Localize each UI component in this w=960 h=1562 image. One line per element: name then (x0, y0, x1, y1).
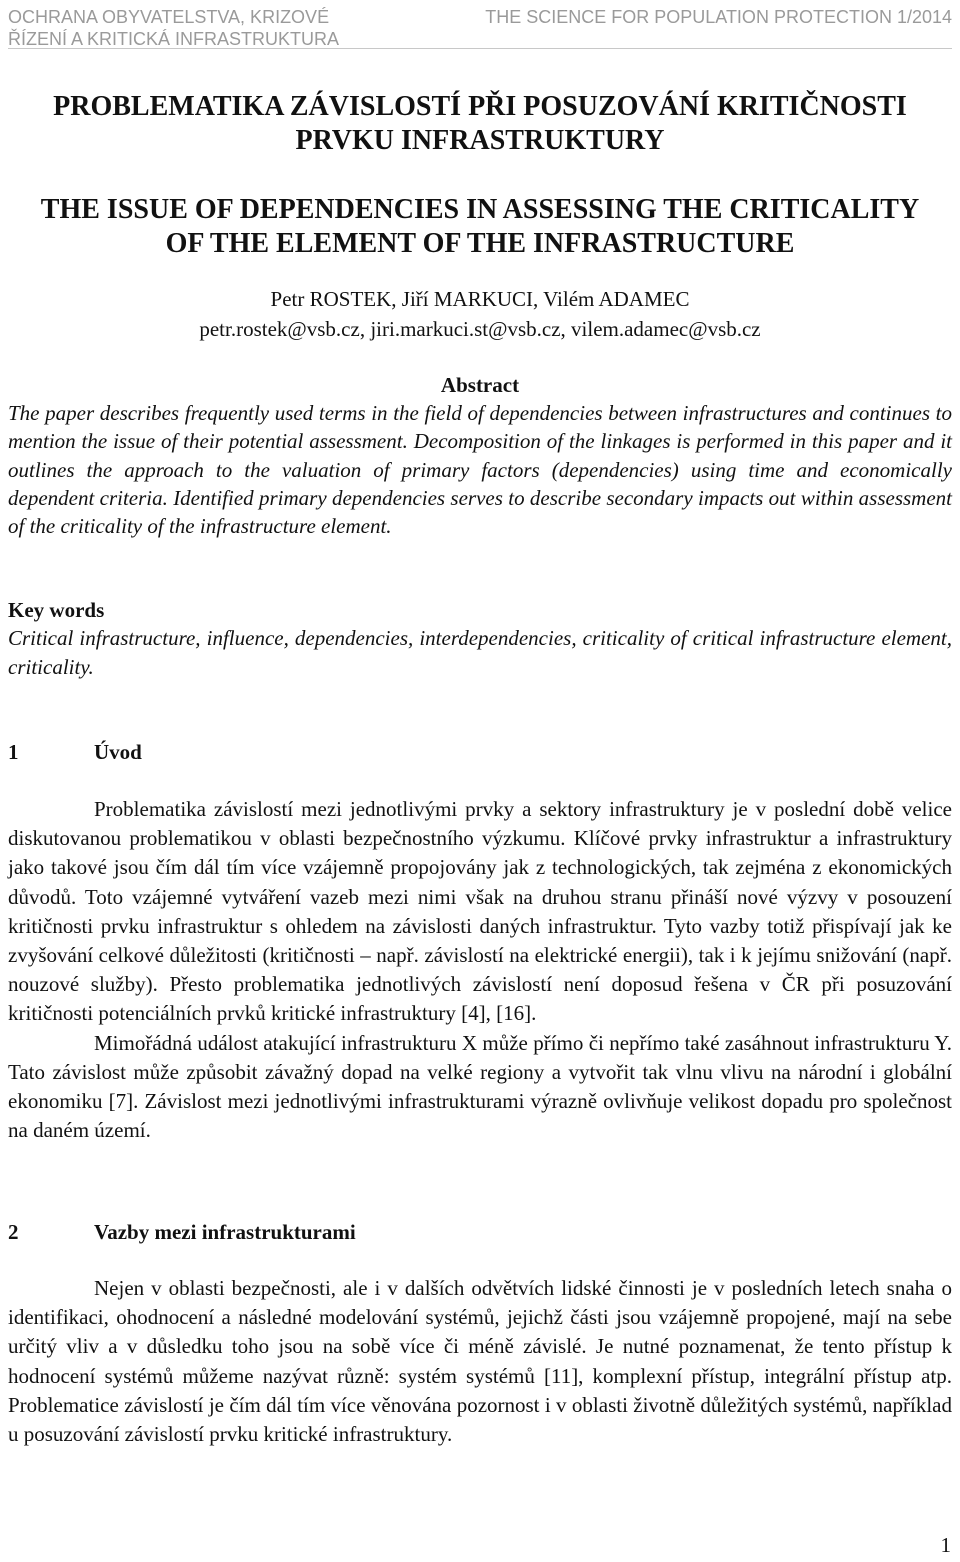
paper-title-en-line2: OF THE ELEMENT OF THE INFRASTRUCTURE (165, 228, 795, 259)
page-number: 1 (940, 1533, 951, 1557)
section-1-body (8, 795, 952, 1145)
abstract-text: The paper describes frequently used terms in the field of dependencies between infrastructures and continues to mention the issue of their potential assessment. Decomposition of the linkages is performed in this paper and it outlines the approach to the valuation of primary factors (dependencies) using time and economically dependent criteria. Identified primary dependencies serves to describe secondary impacts out within assessment of the criticality of the infrastructure element. (8, 401, 952, 539)
journal-name-cs-line2: ŘÍZENÍ A KRITICKÁ INFRASTRUKTURA (8, 29, 340, 49)
section-title: Vazby mezi infrastrukturami (94, 1220, 356, 1244)
section-2-body (8, 1274, 952, 1449)
section-title: Úvod (94, 740, 142, 764)
paragraph: Mimořádná událost atakující infrastrukturu X může přímo či nepřímo také zasáhnout infrastrukturu Y. Tato závislost může způsobit závažný dopad na velké regiony a vytvořit tak vlnu vlivu na národní i globální ekonomiku [7]. Závislost mezi jednotlivými infrastrukturami výrazně ovlivňuje velikost dopadu pro společnost na daném území. (8, 1030, 952, 1143)
paragraph: Nejen v oblasti bezpečnosti, ale i v dalších odvětvích lidské činnosti je v posledních letech snaha o identifikaci, ohodnocení a následné modelování systémů, jejichž části jsou vzájemně propojené, mají na sebe určitý vliv a v důsledku toho jsou na sobě více či méně závislé. Je nutné poznamenat, že tento přístup k hodnocení systémů můžeme nazývat různě: systém systémů [11], komplexní přístup, integrální přístup atp. Problematice závislostí je čím dál tím více věnována pozornost i v oblasti životně důležitých systémů, například u posuzování závislostí prvku kritické infrastruktury. (8, 1276, 952, 1447)
author-list: Petr ROSTEK, Jiří MARKUCI, Vilém ADAMEC (270, 287, 690, 311)
section-heading-2 (8, 1219, 356, 1245)
section-number: 2 (8, 1220, 19, 1244)
journal-name-cs (8, 6, 339, 50)
keywords-heading: Key words (8, 598, 105, 622)
paper-title-cs (0, 90, 960, 158)
abstract-heading: Abstract (440, 373, 520, 397)
running-header (8, 4, 952, 49)
paper-title-cs-line2: PRVKU INFRASTRUKTURY (295, 125, 665, 156)
section-number: 1 (8, 740, 19, 764)
section-heading-1 (8, 739, 142, 765)
paper-title-en (0, 193, 960, 261)
paragraph: Problematika závislostí mezi jednotlivými prvky a sektory infrastruktury je v poslední době velice diskutovanou problematikou v oblasti bezpečnostního výzkumu. Klíčové prvky infrastruktur a infrastruktury jako takové jsou čím dál tím více vzájemně propojovány jak z technologických, tak zejména z ekonomických důvodů. Toto vzájemné vytváření vazeb mezi nimi však na druhou stranu přináší nové výzvy v posouzení kritičnosti prvku infrastruktur s ohledem na závislosti daných infrastruktur. Tyto vazby totiž přispívají jak ke zvyšování celkové důležitosti (kritičnosti – např. závislostí na elektrické energii), tak i k jejímu snižování (např. nouzové služby). Přesto problematika jednotlivých závislostí není doposud řešena v ČR při posuzování kritičnosti potenciálních prvků kritické infrastruktury [4], [16]. (8, 797, 952, 1026)
author-emails: petr.rostek@vsb.cz, jiri.markuci.st@vsb.cz, vilem.adamec@vsb.cz (199, 317, 761, 341)
journal-name-cs-line1: OCHRANA OBYVATELSTVA, KRIZOVÉ (8, 7, 330, 27)
paper-title-en-line1: THE ISSUE OF DEPENDENCIES IN ASSESSING THE CRITICALITY (40, 194, 920, 225)
paper-title-cs-line1: PROBLEMATIKA ZÁVISLOSTÍ PŘI POSUZOVÁNÍ KRITIČNOSTI (53, 91, 907, 122)
journal-name-en: THE SCIENCE FOR POPULATION PROTECTION 1/2014 (485, 7, 952, 27)
keywords-text: Critical infrastructure, influence, dependencies, interdependencies, criticality of critical infrastructure element, criticality. (8, 626, 952, 679)
